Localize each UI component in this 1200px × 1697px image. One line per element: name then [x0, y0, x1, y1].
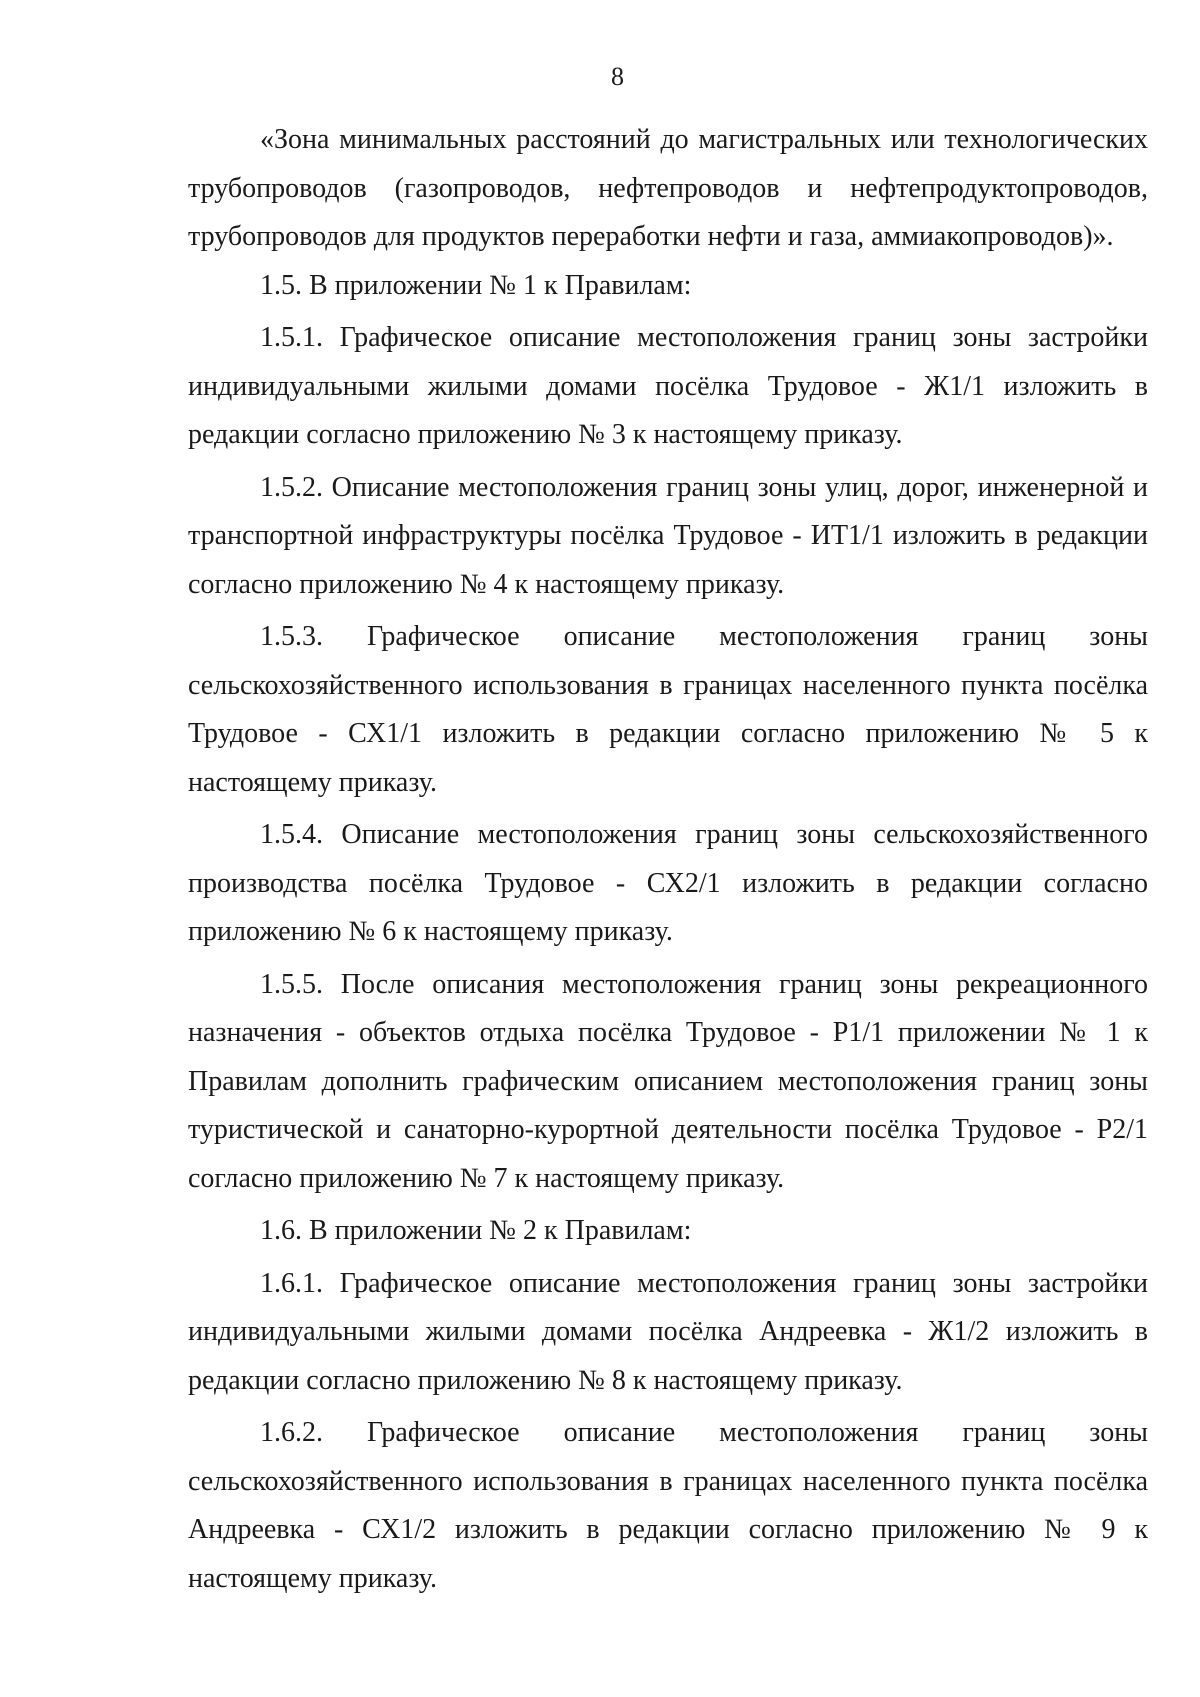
document-body [188, 116, 1148, 1607]
paragraph-1-6-1: 1.6.1. Графическое описание местоположения границ зоны застройки индивидуальными жилыми домами посёлка Андреевка - Ж1/2 изложить в редакции согласно приложению № 8 к настоящему приказу. [188, 1267, 1148, 1396]
paragraph-1-5-4: 1.5.4. Описание местоположения границ зоны сельскохозяйственного производства посёлка Трудовое - СХ2/1 изложить в редакции согласно приложению № 6 к настоящему приказу. [188, 819, 1148, 947]
paragraph-1-6: 1.6. В приложении № 2 к Правилам: [260, 1215, 692, 1246]
paragraph-1-5-5: 1.5.5. После описания местоположения границ зоны рекреационного назначения - объектов отдыха посёлка Трудовое - Р1/1 приложении № 1 к Правилам дополнить графическим описанием местоположения границ зоны туристической и санаторно-курортной деятельности посёлка Трудовое - Р2/1 согласно приложению № 7 к настоящему приказу. [188, 968, 1148, 1194]
page-number: 8 [611, 62, 624, 91]
paragraph-1-5-1: 1.5.1. Графическое описание местоположения границ зоны застройки индивидуальными жилыми домами посёлка Трудовое - Ж1/1 изложить в редакции согласно приложению № 3 к настоящему приказу. [188, 322, 1148, 450]
paragraph-1-6-2: 1.6.2. Графическое описание местоположения границ зоны сельскохозяйственного использования в границах населенного пункта посёлка Андреевка - СХ1/2 изложить в редакции согласно приложению № 9 к настоящему приказу. [188, 1417, 1148, 1594]
paragraph-zone-quote: «Зона минимальных расстояний до магистральных или технологических трубопроводов (газопроводов, нефтепроводов и нефтепродуктопроводов, трубопроводов для продуктов переработки нефти и газа, аммиакопроводов)». [188, 124, 1148, 252]
paragraph-1-5-3: 1.5.3. Графическое описание местоположения границ зоны сельскохозяйственного использования в границах населенного пункта посёлка Трудовое - СХ1/1 изложить в редакции согласно приложению № 5 к настоящему приказу. [188, 621, 1148, 798]
paragraph-1-5: 1.5. В приложении № 1 к Правилам: [260, 269, 692, 301]
paragraph-1-5-2: 1.5.2. Описание местоположения границ зоны улиц, дорог, инженерной и транспортной инфраструктуры посёлка Трудовое - ИТ1/1 изложить в редакции согласно приложению № 4 к настоящему приказу. [188, 471, 1148, 600]
